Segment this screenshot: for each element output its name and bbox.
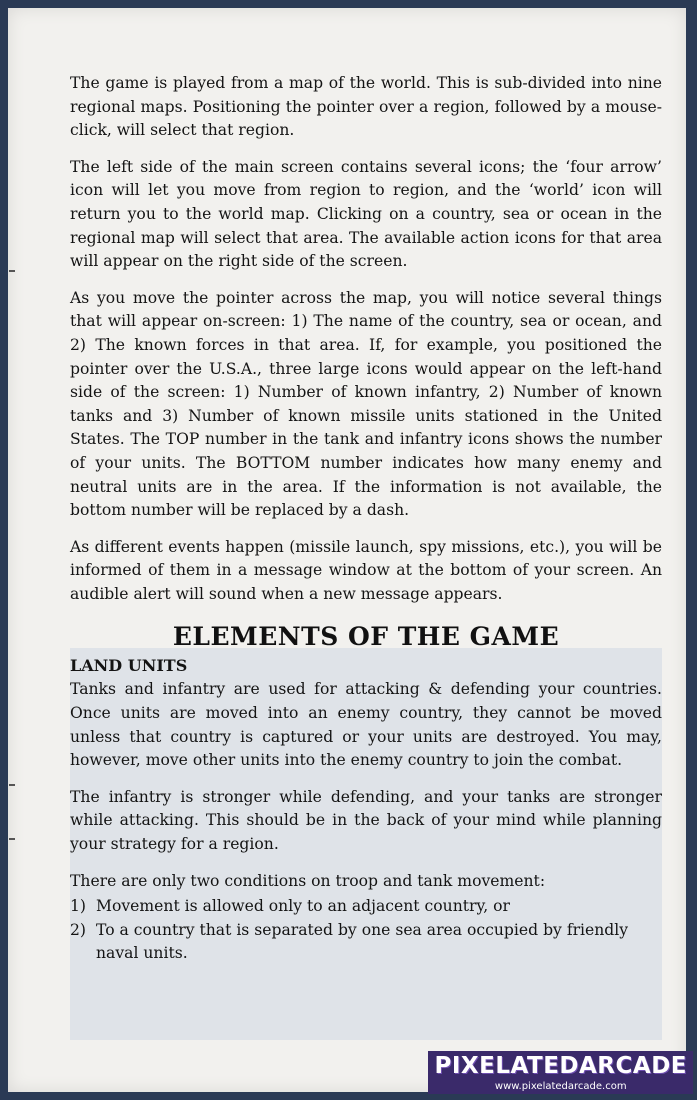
site-watermark bbox=[428, 1051, 693, 1094]
list-item bbox=[70, 895, 662, 919]
paragraph-strengths: The infantry is stronger while defending, and your tanks are stronger while attacking. This should be in the back of your mind while planning your strategy for a region. bbox=[70, 787, 662, 854]
list-text: To a country that is separated by one sea area occupied by friendly naval units. bbox=[96, 920, 629, 963]
paragraph-map-intro: The game is played from a map of the world. This is sub-divided into nine regional maps. Positioning the pointer over a region, followed by a mouse-click, will select that region. bbox=[70, 74, 662, 140]
binding-mark bbox=[9, 784, 15, 786]
body-text bbox=[70, 72, 662, 966]
list-item bbox=[70, 919, 662, 966]
paragraph-pointer-info: As you move the pointer across the map, you will notice several things that will appear on-screen: 1) The name of the country, sea or ocean, and 2) The known forces in that area. If, for example, you positioned the pointer over the U.S.A., three large icons would appear on the left-hand side of the screen: 1) Number of known infantry, 2) Number of known tanks and 3) Number of known missile units stationed in the United States. The TOP number in the tank and infantry icons shows the number of your units. The BOTTOM number indicates how many enemy and neutral units are in the area. If the information is not available, the bottom number will be replaced by a dash. bbox=[70, 288, 662, 520]
paragraph-movement-conditions: There are only two conditions on troop and tank movement: bbox=[70, 871, 546, 890]
manual-page bbox=[8, 8, 686, 1092]
paragraph-message-window: As different events happen (missile launch, spy missions, etc.), you will be informed of them in a message window at the bottom of your screen. An audible alert will sound when a new message appears. bbox=[70, 537, 662, 603]
conditions-list bbox=[70, 895, 662, 966]
paragraph-land-units: Tanks and infantry are used for attacking & defending your countries. Once units are moved into an enemy country, they cannot be moved unless that country is captured or your units are destroyed. You may, however, move other units into the enemy country to join the combat. bbox=[70, 680, 662, 770]
paragraph-main-screen-icons: The left side of the main screen contains several icons; the ‘four arrow’ icon will let you move from region to region, and the ‘world’ icon will return you to the world map. Clicking on a country, sea or ocean in the regional map will select that area. The available action icons for that area will appear on the right side of the screen. bbox=[70, 157, 662, 271]
binding-mark bbox=[9, 838, 15, 840]
list-number: 1) bbox=[70, 897, 87, 916]
section-title: ELEMENTS OF THE GAME bbox=[172, 622, 560, 652]
list-text: Movement is allowed only to an adjacent country, or bbox=[96, 897, 510, 916]
list-number: 2) bbox=[70, 920, 87, 939]
watermark-logo: PIXELATEDARCADE bbox=[428, 1051, 693, 1081]
subheading-land-units: LAND UNITS bbox=[70, 656, 188, 676]
watermark-url: www.pixelatedarcade.com bbox=[428, 1081, 693, 1094]
binding-mark bbox=[9, 270, 15, 272]
